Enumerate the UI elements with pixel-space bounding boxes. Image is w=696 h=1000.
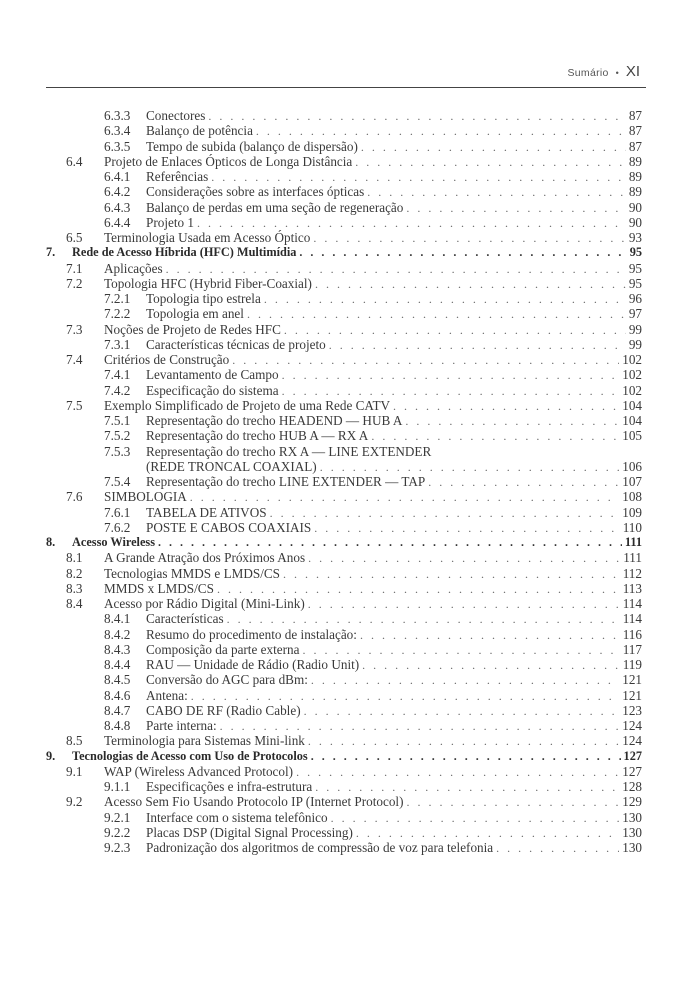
toc-row xyxy=(0,688,696,703)
toc-section-number: 7.4.1 xyxy=(104,367,131,383)
dot-leader xyxy=(208,109,625,124)
dot-leader xyxy=(264,292,626,307)
toc-page-number: 116 xyxy=(622,626,642,642)
section-title: Sumário xyxy=(567,67,609,79)
toc-entry-title: Critérios de Construção xyxy=(104,352,230,367)
toc-row xyxy=(0,703,696,718)
running-header xyxy=(567,63,640,80)
toc-entry-title: Tecnologias de Acesso com Uso de Protocolos xyxy=(72,748,308,763)
toc-entry-title: Acesso Sem Fio Usando Protocolo IP (Internet Protocol) xyxy=(104,794,404,810)
toc-page-number: 129 xyxy=(622,794,642,810)
toc-page-number: 127 xyxy=(623,748,642,763)
toc-entry-title: Conectores xyxy=(146,108,206,123)
toc-entry-title: Balanço de potência xyxy=(146,123,253,139)
toc-entry-title: Características xyxy=(146,611,224,627)
toc-entry-title: CABO DE RF (Radio Cable) xyxy=(146,702,301,718)
toc-row xyxy=(0,581,696,596)
toc-row xyxy=(0,169,696,184)
toc-row xyxy=(0,520,696,535)
toc-entry-title: Terminologia para Sistemas Mini-link xyxy=(104,733,305,749)
dot-leader xyxy=(407,795,620,810)
toc-entry-title: Balanço de perdas em uma seção de regeneração xyxy=(146,199,404,215)
toc-section-number: 8.4.4 xyxy=(104,657,131,672)
toc-page-number: 104 xyxy=(622,413,642,428)
toc-entry-title: Especificações e infra-estrutura xyxy=(146,779,313,794)
toc-page-number: 124 xyxy=(622,733,642,749)
toc-page-number: 112 xyxy=(622,565,642,581)
toc-row xyxy=(0,718,696,733)
bullet-separator: • xyxy=(615,68,619,78)
toc-chapter-row xyxy=(0,535,696,550)
dot-leader xyxy=(197,216,626,231)
toc-entry-title: (REDE TRONCAL COAXIAL) xyxy=(146,458,317,474)
toc-row xyxy=(0,322,696,337)
toc-entry-title: Parte interna: xyxy=(146,718,217,733)
toc-page-number: 110 xyxy=(622,519,642,535)
dot-leader xyxy=(256,124,626,139)
dot-leader xyxy=(314,521,619,536)
toc-page-number: 89 xyxy=(628,169,642,184)
dot-leader xyxy=(393,399,619,414)
toc-page-number: 87 xyxy=(628,108,642,123)
toc-row xyxy=(0,154,696,169)
toc-section-number: 8. xyxy=(46,535,56,549)
toc-page-number: 102 xyxy=(622,352,642,367)
toc-section-number: 8.1 xyxy=(66,550,83,566)
dot-leader xyxy=(211,170,626,185)
toc-section-number: 7.4.2 xyxy=(104,382,131,398)
toc-section-number: 8.4.2 xyxy=(104,626,131,642)
toc-entry-title: Levantamento de Campo xyxy=(146,367,279,383)
dot-leader xyxy=(367,185,626,200)
toc-section-number: 6.3.4 xyxy=(104,123,131,139)
toc-row xyxy=(0,810,696,825)
toc-section-number: 8.4.3 xyxy=(104,641,131,657)
toc-entry-title: Tecnologias MMDS e LMDS/CS xyxy=(104,565,281,581)
dot-leader xyxy=(296,765,619,780)
toc-entry-title: Representação do trecho HUB A — RX A xyxy=(146,428,369,444)
toc-entry-title: Tempo de subida (balanço de dispersão) xyxy=(146,138,358,154)
toc-page-number: 95 xyxy=(629,245,642,260)
toc-row xyxy=(0,611,696,626)
toc-section-number: 7.6.1 xyxy=(104,504,131,520)
toc-page-number: 102 xyxy=(622,367,642,383)
toc-row xyxy=(0,444,696,459)
dot-leader xyxy=(217,582,620,597)
toc-page-number: 130 xyxy=(622,824,642,840)
toc-section-number: 6.3.5 xyxy=(104,138,131,154)
dot-leader xyxy=(232,353,619,368)
dot-leader xyxy=(166,262,626,277)
dot-leader xyxy=(220,719,620,734)
toc-row xyxy=(0,459,696,474)
toc-page-number: 87 xyxy=(628,138,642,154)
toc-row xyxy=(0,779,696,794)
toc-section-number: 8.5 xyxy=(66,733,83,749)
toc-row xyxy=(0,383,696,398)
toc-section-number: 6.4.1 xyxy=(104,169,131,184)
toc-section-number: 6.4.2 xyxy=(104,184,131,200)
toc-row xyxy=(0,505,696,520)
toc-entry-title: Conversão do AGC para dBm: xyxy=(146,672,308,688)
toc-row xyxy=(0,352,696,367)
toc-entry-title: Topologia HFC (Hybrid Fiber-Coaxial) xyxy=(104,275,312,291)
toc-row xyxy=(0,642,696,657)
toc-row xyxy=(0,550,696,565)
toc-row xyxy=(0,306,696,321)
toc-row xyxy=(0,200,696,215)
toc-page-number: 117 xyxy=(622,641,642,657)
toc-page-number: 90 xyxy=(628,214,642,230)
dot-leader xyxy=(315,780,619,795)
toc-section-number: 7.2.2 xyxy=(104,306,131,322)
dot-leader xyxy=(428,475,619,490)
toc-page-number: 130 xyxy=(622,809,642,825)
toc-row xyxy=(0,261,696,276)
toc-page-number: 106 xyxy=(622,458,642,474)
toc-section-number: 8.4.7 xyxy=(104,702,131,718)
toc-page-number: 121 xyxy=(622,672,642,688)
toc-row xyxy=(0,413,696,428)
toc-page-number: 114 xyxy=(622,611,642,627)
toc-entry-title: Exemplo Simplificado de Projeto de uma Rede CATV xyxy=(104,397,391,413)
dot-leader xyxy=(282,368,620,383)
toc-row xyxy=(0,139,696,154)
toc-section-number: 7.1 xyxy=(66,260,83,276)
toc-section-number: 7.5.1 xyxy=(104,413,131,428)
toc-entry-title: POSTE E CABOS COAXIAIS xyxy=(146,519,312,535)
toc-page-number: 124 xyxy=(622,718,642,733)
toc-page-number: 97 xyxy=(628,306,642,322)
toc-section-number: 8.4.1 xyxy=(104,611,131,627)
dot-leader xyxy=(311,673,619,688)
toc-section-number: 7.2 xyxy=(66,275,83,291)
toc-page-number: 89 xyxy=(628,184,642,200)
toc-page-number: 119 xyxy=(622,657,642,672)
toc-page-number: 95 xyxy=(628,260,642,276)
toc-entry-title: TABELA DE ATIVOS xyxy=(146,504,267,520)
toc-entry-title: Antena: xyxy=(146,687,188,703)
dot-leader xyxy=(158,535,622,550)
dot-leader xyxy=(304,704,620,719)
toc-page-number: 111 xyxy=(624,535,642,549)
toc-entry-title: RAU — Unidade de Rádio (Radio Unit) xyxy=(146,657,360,672)
toc-section-number: 6.4.4 xyxy=(104,214,131,230)
header-rule xyxy=(46,87,646,88)
dot-leader xyxy=(190,490,619,505)
dot-leader xyxy=(302,643,619,658)
toc-row xyxy=(0,764,696,779)
toc-page-number: 111 xyxy=(623,550,642,566)
toc-entry-title: Representação do trecho LINE EXTENDER — TAP xyxy=(146,474,426,489)
toc-page-number: 114 xyxy=(622,596,642,611)
toc-row xyxy=(0,566,696,581)
toc-page-number: 90 xyxy=(628,199,642,215)
dot-leader xyxy=(311,749,621,764)
toc-page-number: 127 xyxy=(622,763,642,779)
toc-section-number: 7.2.1 xyxy=(104,291,131,306)
toc-section-number: 9.1 xyxy=(66,763,83,779)
toc-section-number: 9.1.1 xyxy=(104,779,131,794)
toc-entry-title: Aplicações xyxy=(104,260,163,276)
toc-section-number: 8.4 xyxy=(66,596,83,611)
toc-entry-title: Projeto 1 xyxy=(146,214,194,230)
dot-leader xyxy=(371,429,619,444)
dot-leader xyxy=(308,734,619,749)
toc-section-number: 7. xyxy=(46,245,56,260)
toc-entry-title: Considerações sobre as interfaces ópticas xyxy=(146,184,365,200)
dot-leader xyxy=(405,414,619,429)
toc-page-number: 128 xyxy=(622,779,642,794)
toc-page-number: 130 xyxy=(622,840,642,855)
dot-leader xyxy=(284,323,626,338)
toc-section-number: 7.4 xyxy=(66,352,83,367)
toc-chapter-row xyxy=(0,245,696,260)
toc-section-number: 6.5 xyxy=(66,230,83,245)
toc-page-number: 108 xyxy=(622,489,642,505)
toc-row xyxy=(0,215,696,230)
toc-section-number: 8.2 xyxy=(66,565,83,581)
toc-entry-title: Topologia tipo estrela xyxy=(146,291,261,306)
toc-section-number: 7.5.4 xyxy=(104,474,131,489)
toc-page-number: 104 xyxy=(622,397,642,413)
toc-section-number: 7.5.3 xyxy=(104,443,131,459)
dot-leader xyxy=(282,384,620,399)
toc-row xyxy=(0,825,696,840)
dot-leader xyxy=(227,612,620,627)
dot-leader xyxy=(496,841,619,856)
toc-page-number: 121 xyxy=(622,687,642,703)
dot-leader xyxy=(191,689,619,704)
toc-page-number: 87 xyxy=(628,123,642,139)
toc-section-number: 9.2.3 xyxy=(104,840,131,855)
toc-section-number: 7.6 xyxy=(66,489,83,505)
toc-entry-title: Acesso Wireless xyxy=(72,535,155,549)
toc-entry-title: Interface com o sistema telefônico xyxy=(146,809,328,825)
toc-entry-title: Noções de Projeto de Redes HFC xyxy=(104,321,281,337)
toc-page-number: 113 xyxy=(622,580,642,596)
page-number: XI xyxy=(625,63,640,80)
toc-row xyxy=(0,794,696,809)
toc-row xyxy=(0,230,696,245)
toc-section-number: 8.4.6 xyxy=(104,687,131,703)
toc-page-number: 109 xyxy=(622,504,642,520)
toc-entry-title: Referências xyxy=(146,169,209,184)
dot-leader xyxy=(406,201,625,216)
toc-page-number: 102 xyxy=(622,382,642,398)
toc-entry-title: Representação do trecho RX A — LINE EXTENDER xyxy=(146,443,432,459)
toc-row xyxy=(0,337,696,352)
toc-page-number: 123 xyxy=(622,702,642,718)
toc-section-number: 9.2.1 xyxy=(104,809,131,825)
toc-entry-title: Acesso por Rádio Digital (Mini-Link) xyxy=(104,596,305,611)
dot-leader xyxy=(355,155,626,170)
dot-leader xyxy=(360,628,620,643)
dot-leader xyxy=(313,231,625,246)
toc-section-number: 8.4.8 xyxy=(104,718,131,733)
dot-leader xyxy=(270,506,620,521)
toc-row xyxy=(0,627,696,642)
toc-entry-title: Topologia em anel xyxy=(146,306,244,322)
toc-entry-title: WAP (Wireless Advanced Protocol) xyxy=(104,763,294,779)
toc-entry-title: Composição da parte externa xyxy=(146,641,300,657)
toc-row xyxy=(0,733,696,748)
toc-section-number: 9.2 xyxy=(66,794,83,810)
toc-page-number: 99 xyxy=(628,336,642,352)
toc-row xyxy=(0,398,696,413)
toc-entry-title: Resumo do procedimento de instalação: xyxy=(146,626,357,642)
toc-entry-title: SIMBOLOGIA xyxy=(104,489,187,505)
toc-entry-title: Terminologia Usada em Acesso Óptico xyxy=(104,230,311,245)
toc-section-number: 6.3.3 xyxy=(104,108,131,123)
toc-chapter-row xyxy=(0,749,696,764)
toc-row xyxy=(0,657,696,672)
dot-leader xyxy=(356,826,619,841)
toc-page-number: 93 xyxy=(628,230,642,245)
dot-leader xyxy=(283,567,620,582)
toc-entry-title: Projeto de Enlaces Ópticos de Longa Distância xyxy=(104,153,353,169)
toc-entry-title: Especificação do sistema xyxy=(146,382,279,398)
toc-section-number: 8.4.5 xyxy=(104,672,131,688)
toc-entry-title: Representação do trecho HEADEND — HUB A xyxy=(146,413,403,428)
toc-entry-title: Rede de Acesso Híbrida (HFC) Multimídia xyxy=(72,245,297,260)
toc-row xyxy=(0,184,696,199)
toc-section-number: 6.4.3 xyxy=(104,199,131,215)
toc-section-number: 8.3 xyxy=(66,580,83,596)
dot-leader xyxy=(299,245,626,260)
toc-row xyxy=(0,474,696,489)
toc-section-number: 7.6.2 xyxy=(104,519,131,535)
toc-section-number: 7.3 xyxy=(66,321,83,337)
toc-entry-title: Características técnicas de projeto xyxy=(146,336,326,352)
toc-page-number: 107 xyxy=(622,474,642,489)
dot-leader xyxy=(308,551,620,566)
toc-row xyxy=(0,276,696,291)
dot-leader xyxy=(329,338,626,353)
toc-entry-title: Padronização dos algoritmos de compressão de voz para telefonia xyxy=(146,840,494,855)
toc-section-number: 7.5.2 xyxy=(104,428,131,444)
dot-leader xyxy=(362,658,620,673)
toc-entry-title: MMDS x LMDS/CS xyxy=(104,580,214,596)
toc-section-number: 9.2.2 xyxy=(104,824,131,840)
toc-entry-title: Placas DSP (Digital Signal Processing) xyxy=(146,824,353,840)
toc-row xyxy=(0,672,696,687)
toc-row xyxy=(0,428,696,443)
toc-row xyxy=(0,291,696,306)
toc-row xyxy=(0,367,696,382)
toc-page-number: 96 xyxy=(628,291,642,306)
toc-section-number: 9. xyxy=(46,748,56,763)
dot-leader xyxy=(315,277,626,292)
dot-leader xyxy=(308,597,620,612)
toc-page-number: 89 xyxy=(628,153,642,169)
toc-row xyxy=(0,123,696,138)
toc-section-number: 6.4 xyxy=(66,153,83,169)
dot-leader xyxy=(320,460,620,475)
toc-row xyxy=(0,840,696,855)
toc-row xyxy=(0,489,696,504)
toc-row xyxy=(0,108,696,123)
dot-leader xyxy=(361,140,626,155)
toc-section-number: 7.3.1 xyxy=(104,336,131,352)
toc-page-number: 99 xyxy=(628,321,642,337)
dot-leader xyxy=(331,811,620,826)
toc-entry-title: A Grande Atração dos Próximos Anos xyxy=(104,550,306,566)
toc-page-number: 95 xyxy=(628,275,642,291)
toc-page-number: 105 xyxy=(622,428,642,444)
dot-leader xyxy=(247,307,626,322)
toc-row xyxy=(0,596,696,611)
toc-section-number: 7.5 xyxy=(66,397,83,413)
